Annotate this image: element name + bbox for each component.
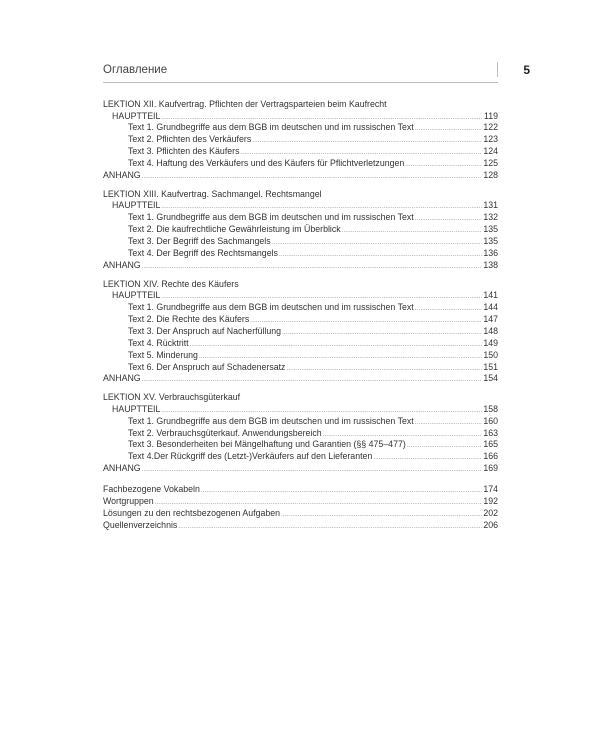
- toc-label: Text 2. Die Rechte des Käufers: [128, 313, 250, 324]
- toc-page: 144: [483, 302, 498, 313]
- toc-page: 192: [483, 496, 498, 507]
- toc-label: Text 5. Minderung: [128, 349, 198, 360]
- toc-label: Fachbezogene Vokabeln: [103, 484, 200, 495]
- toc-extras: [103, 484, 498, 532]
- toc-page: 132: [483, 212, 498, 223]
- toc-label: Text 2. Pflichten des Verkäufers: [128, 134, 252, 145]
- toc-label: Quellenverzeichnis: [103, 519, 178, 530]
- toc-lesson: [103, 98, 498, 182]
- leader-dots: [178, 520, 482, 534]
- toc-label: ANHANG: [103, 259, 141, 270]
- toc-page: 122: [483, 122, 498, 133]
- toc-entry-appendix[interactable]: [103, 373, 498, 385]
- table-of-contents: [103, 98, 498, 532]
- toc-entry-text[interactable]: [103, 326, 498, 338]
- toc-label: HAUPTTEIL: [112, 290, 161, 301]
- toc-page: 169: [483, 463, 498, 474]
- toc-page: 158: [483, 403, 498, 414]
- toc-entry-text[interactable]: [103, 146, 498, 158]
- toc-entry-text[interactable]: [103, 302, 498, 314]
- toc-label: Text 4.Der Rückgriff des (Letzt-)Verkäufers auf den Lieferanten: [128, 451, 373, 462]
- toc-entry-text[interactable]: [103, 122, 498, 134]
- toc-lesson: [103, 278, 498, 386]
- toc-page: 135: [483, 236, 498, 247]
- toc-page: 124: [483, 146, 498, 157]
- toc-label: Text 1. Grundbegriffe aus dem BGB im deutschen und im russischen Text: [128, 302, 414, 313]
- leader-dots: [142, 373, 483, 387]
- toc-label: HAUPTTEIL: [112, 200, 161, 211]
- toc-entry-extra[interactable]: [103, 520, 498, 532]
- toc-page: 166: [483, 451, 498, 462]
- toc-entry-text[interactable]: [103, 416, 498, 428]
- toc-entry-text[interactable]: [103, 236, 498, 248]
- toc-page: 128: [483, 169, 498, 180]
- toc-page: 123: [483, 134, 498, 145]
- toc-label: Text 4. Haftung des Verkäufers und des Käufers für Pflichtverletzungen: [128, 158, 405, 169]
- header-rule: [103, 82, 498, 83]
- toc-label: Text 3. Pflichten des Käufers: [128, 146, 240, 157]
- toc-page: 135: [483, 224, 498, 235]
- page-header: [103, 62, 540, 86]
- toc-entry-text[interactable]: [103, 248, 498, 260]
- toc-page: 149: [483, 337, 498, 348]
- toc-entry-main[interactable]: [103, 290, 498, 302]
- toc-page: 160: [483, 415, 498, 426]
- toc-label: ANHANG: [103, 463, 141, 474]
- toc-page: 125: [483, 158, 498, 169]
- toc-label: Text 2. Die kaufrechtliche Gewährleistung im Überblick: [128, 224, 341, 235]
- toc-entry-text[interactable]: [103, 338, 498, 350]
- toc-entry-appendix[interactable]: [103, 463, 498, 475]
- toc-page: 138: [483, 259, 498, 270]
- leader-dots: [142, 463, 483, 477]
- toc-entry-text[interactable]: [103, 362, 498, 374]
- toc-entry-text[interactable]: [103, 212, 498, 224]
- toc-label: ANHANG: [103, 373, 141, 384]
- page-number: 5: [523, 63, 530, 77]
- toc-entry-text[interactable]: [103, 158, 498, 170]
- toc-page: 136: [483, 247, 498, 258]
- toc-page: 150: [483, 349, 498, 360]
- toc-page: 148: [483, 325, 498, 336]
- toc-lesson: [103, 391, 498, 475]
- toc-label: Text 1. Grundbegriffe aus dem BGB im deutschen und im russischen Text: [128, 122, 414, 133]
- toc-entry-text[interactable]: [103, 439, 498, 451]
- toc-page: 202: [483, 507, 498, 518]
- toc-entry-appendix[interactable]: [103, 260, 498, 272]
- toc-entry-main[interactable]: [103, 200, 498, 212]
- header-divider: [497, 62, 498, 77]
- lesson-title: LEKTION XV. Verbrauchsgüterkauf: [103, 392, 241, 403]
- lesson-title: LEKTION XII. Kaufvertrag. Pflichten der Vertragsparteien beim Kaufrecht: [103, 99, 387, 109]
- toc-page: 165: [483, 439, 498, 450]
- toc-label: HAUPTTEIL: [112, 110, 161, 121]
- toc-entry-extra[interactable]: [103, 484, 498, 496]
- toc-entry-main[interactable]: [103, 404, 498, 416]
- toc-entry-text[interactable]: [103, 428, 498, 440]
- toc-page: 151: [483, 361, 498, 372]
- toc-lesson: [103, 188, 498, 272]
- toc-entry-appendix[interactable]: [103, 170, 498, 182]
- toc-label: Text 4. Rücktritt: [128, 337, 189, 348]
- toc-label: Text 3. Der Begriff des Sachmangels: [128, 236, 271, 247]
- toc-entry-extra[interactable]: [103, 496, 498, 508]
- toc-page: 141: [483, 290, 498, 301]
- toc-label: Text 3. Besonderheiten bei Mängelhaftung und Garantien (§§ 475–477): [128, 439, 406, 450]
- toc-page: 206: [483, 519, 498, 530]
- toc-label: Text 6. Der Anspruch auf Schadenersatz: [128, 361, 286, 372]
- toc-label: Wortgruppen: [103, 496, 154, 507]
- leader-dots: [142, 170, 483, 184]
- lesson-title: LEKTION XIII. Kaufvertrag. Sachmangel. Rechtsmangel: [103, 188, 322, 199]
- toc-page: 147: [483, 313, 498, 324]
- toc-entry-text[interactable]: [103, 134, 498, 146]
- toc-entry-text[interactable]: [103, 451, 498, 463]
- toc-label: Text 1. Grundbegriffe aus dem BGB im deutschen und im russischen Text: [128, 415, 414, 426]
- toc-label: Text 1. Grundbegriffe aus dem BGB im deutschen und im russischen Text: [128, 212, 414, 223]
- toc-page: 174: [483, 484, 498, 495]
- toc-entry-extra[interactable]: [103, 508, 498, 520]
- header-title: Оглавление: [103, 64, 168, 76]
- toc-label: ANHANG: [103, 169, 141, 180]
- toc-page: 163: [483, 427, 498, 438]
- toc-page: 154: [483, 373, 498, 384]
- toc-label: Text 3. Der Anspruch auf Nacherfüllung: [128, 325, 282, 336]
- toc-page: 131: [483, 200, 498, 211]
- toc-label: Text 2. Verbrauchsgüterkauf. Anwendungsbereich: [128, 427, 322, 438]
- toc-label: Text 4. Der Begriff des Rechtsmangels: [128, 247, 278, 258]
- toc-label: Lösungen zu den rechtsbezogenen Aufgaben: [103, 507, 281, 518]
- toc-entry-text[interactable]: [103, 314, 498, 326]
- toc-page: 119: [483, 110, 498, 121]
- toc-entry-main[interactable]: [103, 111, 498, 123]
- lesson-title: LEKTION XIV. Rechte des Käufers: [103, 278, 239, 289]
- toc-entry-text[interactable]: [103, 224, 498, 236]
- toc-label: HAUPTTEIL: [112, 403, 161, 414]
- leader-dots: [142, 260, 483, 274]
- toc-entry-text[interactable]: [103, 350, 498, 362]
